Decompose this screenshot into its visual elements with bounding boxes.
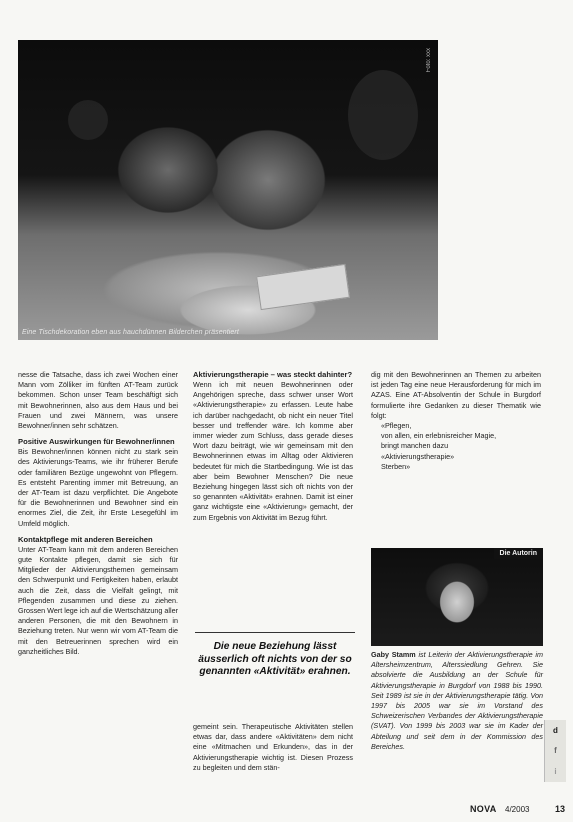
author-bio [371, 650, 543, 752]
article-column-1 [18, 370, 178, 657]
photo-sign [256, 264, 350, 310]
author-photo [371, 548, 543, 646]
poem-line: bringt manchen dazu [381, 441, 449, 451]
subheading-contact: Kontaktpflege mit anderen Bereichen [18, 534, 153, 544]
subheading-therapy: Aktivierungstherapie – was steckt dahinter? [193, 370, 353, 379]
poem-list [381, 421, 541, 472]
language-letter: i [554, 767, 557, 777]
paragraph-positive-effects: Bis Bewohner/innen können nicht zu stark sein des Aktivierungs-Teams, wie ihr früherer Berufe oder familiären Bezüge ungewohnt von Pflegern. Es entsteht Parenting immer mit Betreuung, an der AT-Team ist dazu verpflichtet. Die Angebote für die Bewohnerinnen und Bewohner sind ein enormes Ziel, die Zeit, ihr Erste Lesegefühl im Umfeld möglich. [18, 447, 178, 528]
article-photo [18, 40, 438, 340]
author-name: Gaby Stamm [371, 650, 416, 659]
paragraph-intro: nesse die Tatsache, dass ich zwei Wochen einer Mann vom Zölliker im fünften AT-Team zurück bekommen. Schon unser Team beschäftigt sich mit Bewohnerinnen, also aus dem Haus und bei Frauen und zwei Männern, was unsere Bewohner/innen sehr schätzen. [18, 370, 178, 431]
photo-detail [68, 100, 108, 140]
article-column-2-continued [193, 722, 353, 773]
author-label: Die Autorin [494, 548, 543, 559]
poem-line: von allen, ein erlebnisreicher Magie, [381, 431, 497, 441]
magazine-brand: NOVA [470, 804, 497, 814]
language-tab [544, 720, 566, 782]
poem-line: Sterben» [381, 461, 411, 471]
paragraph-therapy-continued: gemeint sein. Therapeutische Aktivitäten stellen etwas dar, dass andere «Aktivitäten» dem nicht eine «Mitmachen und Erkunden», das in der Aktivierungstherapie wichtig ist. Diesen Prozess zu begleiten und dem stän- [193, 722, 353, 772]
issue-number: 4/2003 [505, 805, 530, 814]
language-letter: f [554, 746, 557, 756]
photo-caption: Eine Tischdekoration eben aus hauchdünnen Bilderchen präsentiert [22, 329, 239, 336]
article-column-3 [371, 370, 541, 472]
paragraph-contact: Unter AT-Team kann mit dem anderen Bereichen gute Kontakte pflegen, damit sie sich für Mitglieder der Aktivierungsthemen gemeinsam den Schwerpunkt und Fertigkeiten haben, erlaubt auch die Zeit, dass die Vielfalt gelingt, mit Pflegenden zusammen und diese zu ziehen. Grossen Wert lege ich auf die Wertschätzung aller anderen Personen, die mit den Bewohnern in Beziehung treten. Nur wenn wir vom AT-Team die mit den Betreuerinnen sprechen wird ein ganzheitliches Bild. [18, 544, 178, 656]
photo-credit: Foto: xxx [426, 48, 432, 73]
article-column-2 [193, 370, 353, 523]
paragraph-closing: dig mit den Bewohnerinnen an Themen zu arbeiten ist jeden Tag eine neue Herausforderung für mich im AZAS. Eine AT-Absolventin der Schule in Burgdorf formulierte ihre Gedanken zu dieser Thematik wie folgt: [371, 370, 541, 420]
subheading-positive-effects: Positive Auswirkungen für Bewohner/innen [18, 437, 175, 447]
author-bio-text: ist Leiterin der Aktivierungstherapie im Altersheimzentrum, Alterssiedlung Gehren. Sie absolvierte die Ausbildung an der Schule für Aktivierungstherapie in Burgdorf von 1988 bis 1990. Seit 1989 ist sie in der Aktivierungstherapie tätig. Von 1997 bis 2005 war sie im Vorstand des Schweizerischen Verbandes der Aktivierungstherapie (SVAT). Von 1999 bis 2003 war sie im Kader der Abteilung und seit dem in der Kommission des Bereiches. [371, 650, 543, 751]
paragraph-therapy: Wenn ich mit neuen Bewohnerinnen oder Angehörigen spreche, dass schwer unser Wort «Aktivierungstherapie» zu erfassen. Leute habe ich darüber nachgedacht, ob nicht ein neuer Titel besser und treffender wäre. Ich komme aber immer wieder zum Schluss, dass gerade dieses Wort dazu beiträgt, wie wir gemeinsam mit den Bewohnerinnen etwas im Alltag oder Aktivieren bedeutet für mich die Startbedingung. Wie ist das aber beim Bewohner Menschen? Die neue Beziehung hingegen lässt sich oft nichts von der so genannten «Aktivität» erahnen. Damit ist einer ganz wichtigste eine «Aktivierung» gemacht, der zum Ergebnis von Aktivität im Bezug führt. [193, 380, 353, 522]
pull-quote: Die neue Beziehung lässt äusserlich oft nichts von der so genannten «Aktivität» erahnen. [195, 632, 355, 679]
poem-line: «Pflegen, [381, 421, 412, 431]
language-letter: d [553, 725, 558, 735]
photo-detail [348, 70, 418, 160]
page-number: 13 [555, 804, 566, 814]
poem-line: «Aktivierungstherapie» [381, 451, 455, 461]
